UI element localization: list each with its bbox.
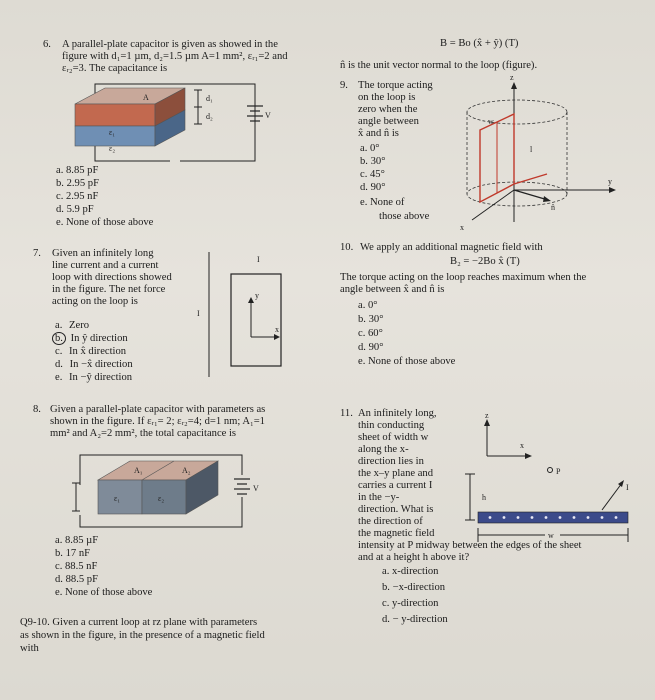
q9-label-z: z xyxy=(510,73,514,82)
q6-label-d2: d₂ xyxy=(206,112,213,121)
q7-label-y: y xyxy=(255,291,259,300)
field-equation: B = Bo (x̂ + ŷ) (T) xyxy=(440,38,519,49)
q7-option-a-text: Zero xyxy=(69,320,90,331)
q11-text-2: thin conducting xyxy=(358,420,425,431)
q8-option-a[interactable]: a. 8.85 µF xyxy=(55,535,99,546)
q9-text-4: angle between xyxy=(358,116,419,127)
q7-option-b-letter: b. xyxy=(52,332,66,345)
q7-option-d-text: In −x̂ direction xyxy=(69,359,133,370)
q7-option-e-text: In −ŷ direction xyxy=(69,372,133,383)
q11-number: 11. xyxy=(340,408,353,419)
q11-label-h: h xyxy=(482,493,486,502)
q11-text-6: the x–y plane and xyxy=(358,468,434,479)
q9-text-2: on the loop is xyxy=(358,92,416,103)
q7-text-2: line current and a current xyxy=(52,260,159,271)
q11-label-P: P xyxy=(556,467,561,476)
q8-number: 8. xyxy=(33,404,41,415)
q9-text-3: zero when the xyxy=(358,104,418,115)
q10-text-1: We apply an additional magnetic field with xyxy=(360,242,543,253)
q910-intro-2: as shown in the figure, in the presence of a magnetic field xyxy=(20,630,265,641)
q8-text-3: mm² and A₂=2 mm², the total capacitance is xyxy=(50,428,237,439)
q9-loop-figure xyxy=(452,72,632,232)
q7-option-a[interactable] xyxy=(55,320,89,332)
q9-option-c[interactable]: c. 45° xyxy=(360,169,385,180)
q11-option-d[interactable]: d. − y-direction xyxy=(382,614,448,625)
q10-text-2: The torque acting on the loop reaches maximum when the xyxy=(340,272,587,283)
q8-label-A1: A₁ xyxy=(134,466,143,475)
q11-option-c[interactable]: c. y-direction xyxy=(382,598,439,609)
q11-label-z: z xyxy=(485,411,489,420)
q11-text-8: in the −y- xyxy=(358,492,400,503)
q7-text-1: Given an infinitely long xyxy=(52,248,154,259)
q11-label-I: I xyxy=(626,483,629,492)
q7-option-d[interactable] xyxy=(55,359,133,371)
q11-sheet-figure xyxy=(460,408,640,548)
q6-label-d1: d₁ xyxy=(206,94,213,103)
q7-option-b[interactable] xyxy=(52,333,128,345)
q9-option-e-cont: those above xyxy=(379,211,430,222)
q6-label-A: A xyxy=(143,93,149,102)
q6-label-e1: ε₁ xyxy=(109,128,116,137)
q7-option-c-letter: c. xyxy=(55,346,63,357)
q10-equation: B₂ = −2Bo x̂ (T) xyxy=(450,256,520,267)
q7-option-c-text: In x̂ direction xyxy=(69,346,127,357)
q10-text-3: angle between x̂ and n̂ is xyxy=(340,284,445,295)
field-normal-note: n̂ is the unit vector normal to the loop (figure). xyxy=(340,60,538,71)
q7-label-I-left: I xyxy=(197,309,200,318)
q11-text-5: direction lies in xyxy=(358,456,424,467)
q8-option-b[interactable]: b. 17 nF xyxy=(55,548,91,559)
q9-option-b[interactable]: b. 30° xyxy=(360,156,386,167)
q11-text-10: the direction of xyxy=(358,516,423,527)
q7-option-a-letter: a. xyxy=(55,320,63,331)
q8-text-1: Given a parallel-plate capacitor with parameters as xyxy=(50,404,266,415)
q11-text-9: direction. What is xyxy=(358,504,434,515)
q11-text-1: An infinitely long, xyxy=(358,408,437,419)
q9-label-n: n̂ xyxy=(551,203,555,212)
q6-label-e2: ε₂ xyxy=(109,144,116,153)
q8-capacitor-figure xyxy=(70,445,280,535)
q9-label-w: w xyxy=(488,117,494,126)
q9-text-1: The torque acting xyxy=(358,80,433,91)
q10-number: 10. xyxy=(340,242,354,253)
q11-text-7: carries a current I xyxy=(358,480,433,491)
q6-number: 6. xyxy=(43,39,51,50)
q9-option-d[interactable]: d. 90° xyxy=(360,182,386,193)
q11-label-x: x xyxy=(520,441,524,450)
q9-option-e[interactable]: e. None of xyxy=(360,197,405,208)
q6-option-b[interactable]: b. 2.95 pF xyxy=(56,178,99,189)
q910-intro-3: with xyxy=(20,643,39,654)
q6-capacitor-figure xyxy=(75,76,275,166)
q11-text-12: intensity at P midway between the edges of the sheet xyxy=(358,540,582,551)
q7-option-e-letter: e. xyxy=(55,372,63,383)
q7-option-e[interactable] xyxy=(55,372,132,384)
q10-option-b[interactable]: b. 30° xyxy=(358,314,384,325)
q8-text-2: shown in the figure. If εᵣ₁= 2; εᵣ₂=4; d=1 nm; A₁=1 xyxy=(50,416,265,427)
q9-label-y: y xyxy=(608,177,612,186)
q8-option-c[interactable]: c. 88.5 nF xyxy=(55,561,98,572)
q9-number: 9. xyxy=(340,80,348,91)
q7-text-4: in the figure. The net force xyxy=(52,284,166,295)
q6-text-3: εᵣ₂=3. The capacitance is xyxy=(62,63,168,74)
q6-option-c[interactable]: c. 2.95 nF xyxy=(56,191,99,202)
q9-label-l: l xyxy=(530,145,533,154)
q7-number: 7. xyxy=(33,248,41,259)
q8-option-d[interactable]: d. 88.5 pF xyxy=(55,574,98,585)
q11-text-11: the magnetic field xyxy=(358,528,435,539)
q6-text-2: figure with d₁=1 µm, d₂=1.5 µm A=1 mm², εᵣ₁=2 and xyxy=(62,51,288,62)
q11-text-4: along the x- xyxy=(358,444,409,455)
q910-intro-1: Q9-10. Given a current loop at rz plane with parameters xyxy=(20,617,258,628)
q11-option-a[interactable]: a. x-direction xyxy=(382,566,439,577)
q7-label-I-top: I xyxy=(257,255,260,264)
q7-option-c[interactable] xyxy=(55,346,126,358)
q10-option-c[interactable]: c. 60° xyxy=(358,328,383,339)
q9-option-a[interactable]: a. 0° xyxy=(360,143,380,154)
q11-label-w: w xyxy=(548,531,554,540)
q11-text-13: and at a height h above it? xyxy=(358,552,470,563)
q11-text-3: sheet of width w xyxy=(358,432,429,443)
q11-option-b[interactable]: b. −x-direction xyxy=(382,582,446,593)
q6-label-V: V xyxy=(265,111,271,120)
q6-option-e[interactable]: e. None of those above xyxy=(56,217,154,228)
q6-option-a[interactable]: a. 8.85 pF xyxy=(56,165,99,176)
q8-label-e1: ε₁ xyxy=(114,494,121,503)
q9-text-5: x̂ and n̂ is xyxy=(358,128,399,139)
q10-option-a[interactable]: a. 0° xyxy=(358,300,378,311)
q8-option-e[interactable]: e. None of those above xyxy=(55,587,153,598)
q7-label-x: x xyxy=(275,325,279,334)
q7-text-5: acting on the loop is xyxy=(52,296,138,307)
q8-label-e2: ε₂ xyxy=(158,494,165,503)
q9-label-x: x xyxy=(460,223,464,232)
q8-label-A2: A₂ xyxy=(182,466,191,475)
q7-option-b-text: In ŷ direction xyxy=(70,333,128,344)
q6-text-1: A parallel-plate capacitor is given as showed in the xyxy=(62,39,278,50)
q10-option-e[interactable]: e. None of those above xyxy=(358,356,456,367)
q7-text-3: loop with directions showed xyxy=(52,272,172,283)
q7-option-d-letter: d. xyxy=(55,359,63,370)
q7-loop-figure xyxy=(195,252,295,377)
q6-option-d[interactable]: d. 5.9 pF xyxy=(56,204,94,215)
q8-label-V: V xyxy=(253,484,259,493)
q10-option-d[interactable]: d. 90° xyxy=(358,342,384,353)
